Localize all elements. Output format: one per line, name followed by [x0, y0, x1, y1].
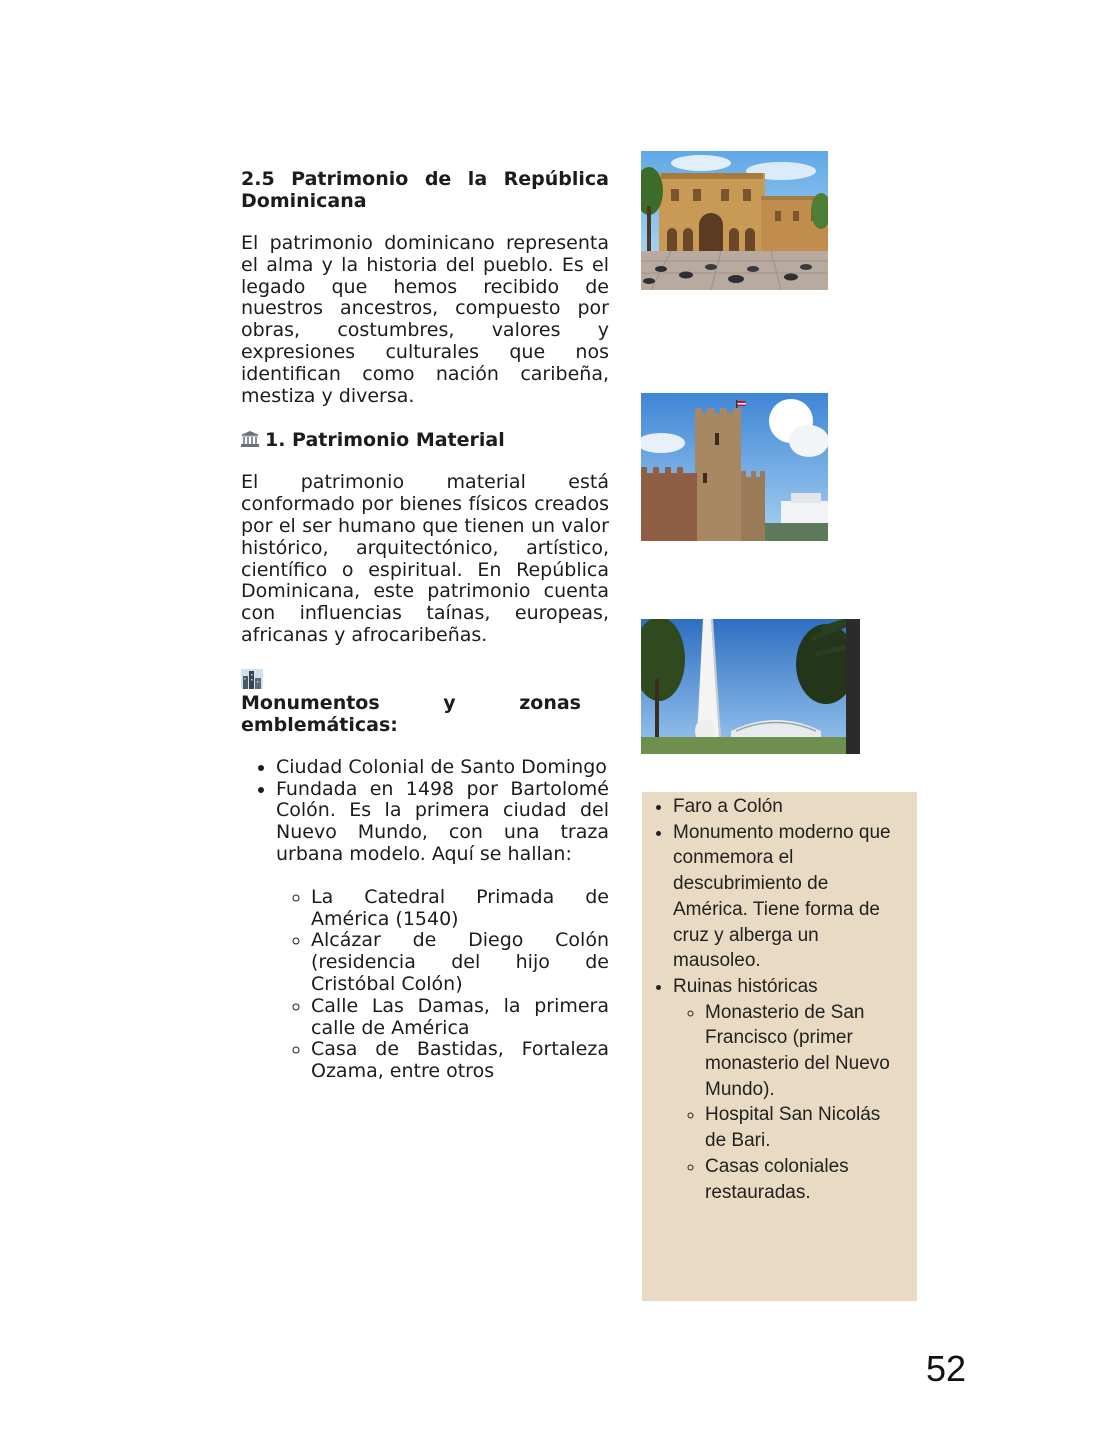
list-item-text: Fundada en 1498 por Bartolomé Colón. Es la primera ciudad del Nuevo Mundo, con una traza urbana modelo. Aquí se hallan: [276, 777, 609, 865]
material-heading [241, 429, 609, 451]
material-paragraph: El patrimonio material está conformado por bienes físicos creados por el ser humano que tienen un valor histórico, arquitectónico, artístico, científico o espiritual. En República Dominicana, este patrimonio cuenta con influencias taínas, europeas, africanas y afrocaribeñas. [241, 471, 609, 646]
list-item-text: Ruinas históricas [673, 975, 818, 997]
list-item [673, 974, 905, 1205]
list-item: ◦ Monasterio de San Francisco (primer monasterio del Nuevo Mundo). [705, 1000, 905, 1103]
sidebar-sub-list [673, 1000, 905, 1206]
list-item: ◦ Casas coloniales restauradas. [705, 1154, 905, 1205]
classical-building-icon [241, 431, 259, 447]
list-item: • Monumento moderno que conmemora el descubrimiento de América. Tiene forma de cruz y alberga un mausoleo. [673, 820, 905, 974]
sub-list [276, 887, 609, 1083]
monuments-list [241, 757, 609, 1083]
fortaleza-photo [641, 393, 828, 541]
list-item: • Ciudad Colonial de Santo Domingo [276, 757, 609, 779]
list-item: • Faro a Colón [673, 794, 905, 820]
material-heading-text: 1. Patrimonio Material [265, 429, 505, 452]
alcazar-photo [641, 151, 828, 290]
list-item: ◦ La Catedral Primada de América (1540) [311, 887, 609, 931]
intro-paragraph: El patrimonio dominicano representa el alma y la historia del pueblo. Es el legado que hemos recibido de nuestros ancestros, compuesto por obras, costumbres, valores y expresiones culturales que nos identifican como nación caribeña, mestiza y diversa. [241, 232, 609, 407]
list-item: ◦ Hospital San Nicolás de Bari. [705, 1102, 905, 1153]
main-column [241, 168, 609, 1083]
faro-photo [641, 619, 860, 754]
cityscape-icon [241, 669, 263, 689]
list-item [276, 779, 609, 1083]
list-item: ◦ Casa de Bastidas, Fortaleza Ozama, entre otros [311, 1039, 609, 1083]
faro-sidebar [642, 792, 917, 1301]
list-item: ◦ Calle Las Damas, la primera calle de América [311, 996, 609, 1040]
monuments-heading-text: Monumentos y zonas emblemáticas: [241, 691, 581, 736]
list-item: ◦ Alcázar de Diego Colón (residencia del hijo de Cristóbal Colón) [311, 930, 609, 995]
sidebar-list [642, 794, 905, 1205]
monuments-heading [241, 669, 609, 736]
section-heading: 2.5 Patrimonio de la República Dominicana [241, 168, 609, 212]
page-number: 52 [926, 1348, 967, 1389]
